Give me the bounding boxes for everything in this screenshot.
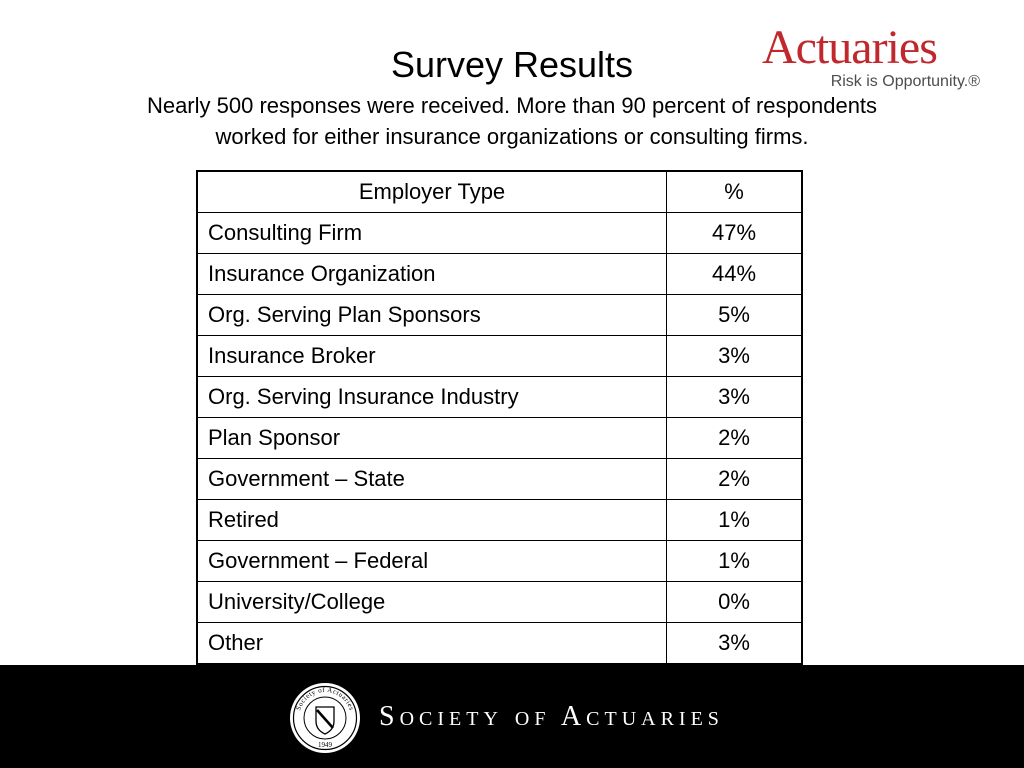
table-row xyxy=(197,336,802,377)
table-row xyxy=(197,418,802,459)
table-row xyxy=(197,377,802,418)
employer-type-cell: Other xyxy=(197,623,667,665)
society-of-actuaries-seal-icon xyxy=(288,681,362,755)
employer-type-cell: Government – State xyxy=(197,459,667,500)
percent-cell: 47% xyxy=(667,213,803,254)
employer-type-cell: Org. Serving Insurance Industry xyxy=(197,377,667,418)
employer-type-cell: Insurance Organization xyxy=(197,254,667,295)
employer-type-table xyxy=(196,170,803,665)
percent-cell: 2% xyxy=(667,459,803,500)
employer-type-cell: University/College xyxy=(197,582,667,623)
table-row xyxy=(197,295,802,336)
table-row xyxy=(197,623,802,665)
table-row xyxy=(197,582,802,623)
employer-type-cell: Consulting Firm xyxy=(197,213,667,254)
subtitle-line-1: Nearly 500 responses were received. More than 90 percent of respondents xyxy=(146,93,878,118)
table-row xyxy=(197,541,802,582)
footer-band xyxy=(0,665,1024,768)
employer-type-cell: Retired xyxy=(197,500,667,541)
percent-cell: 1% xyxy=(667,541,803,582)
percent-cell: 3% xyxy=(667,623,803,665)
percent-cell: 44% xyxy=(667,254,803,295)
subtitle-line-2: worked for either insurance organizations or consulting firms. xyxy=(215,124,809,149)
employer-type-cell: Plan Sponsor xyxy=(197,418,667,459)
slide-subtitle xyxy=(60,90,964,152)
percent-cell: 1% xyxy=(667,500,803,541)
employer-type-cell: Government – Federal xyxy=(197,541,667,582)
percent-cell: 0% xyxy=(667,582,803,623)
society-of-actuaries-name: Society of Actuaries xyxy=(379,701,724,732)
table-row xyxy=(197,213,802,254)
percent-cell: 3% xyxy=(667,377,803,418)
seal-ring-text: Society of Actuaries xyxy=(294,685,356,712)
actuaries-logo xyxy=(756,22,992,96)
employer-type-cell: Org. Serving Plan Sponsors xyxy=(197,295,667,336)
percent-cell: 3% xyxy=(667,336,803,377)
percent-cell: 5% xyxy=(667,295,803,336)
actuaries-wordmark: Actuaries xyxy=(762,21,937,74)
percent-header: % xyxy=(667,171,803,213)
employer-type-header: Employer Type xyxy=(197,171,667,213)
table-row xyxy=(197,254,802,295)
table-row xyxy=(197,459,802,500)
slide-title: Survey Results xyxy=(390,44,634,85)
actuaries-tagline: Risk is Opportunity.® xyxy=(830,73,980,90)
percent-cell: 2% xyxy=(667,418,803,459)
table-row xyxy=(197,500,802,541)
table-header-row xyxy=(197,171,802,213)
seal-year: 1949 xyxy=(318,741,332,749)
table-body xyxy=(197,213,802,665)
employer-type-cell: Insurance Broker xyxy=(197,336,667,377)
